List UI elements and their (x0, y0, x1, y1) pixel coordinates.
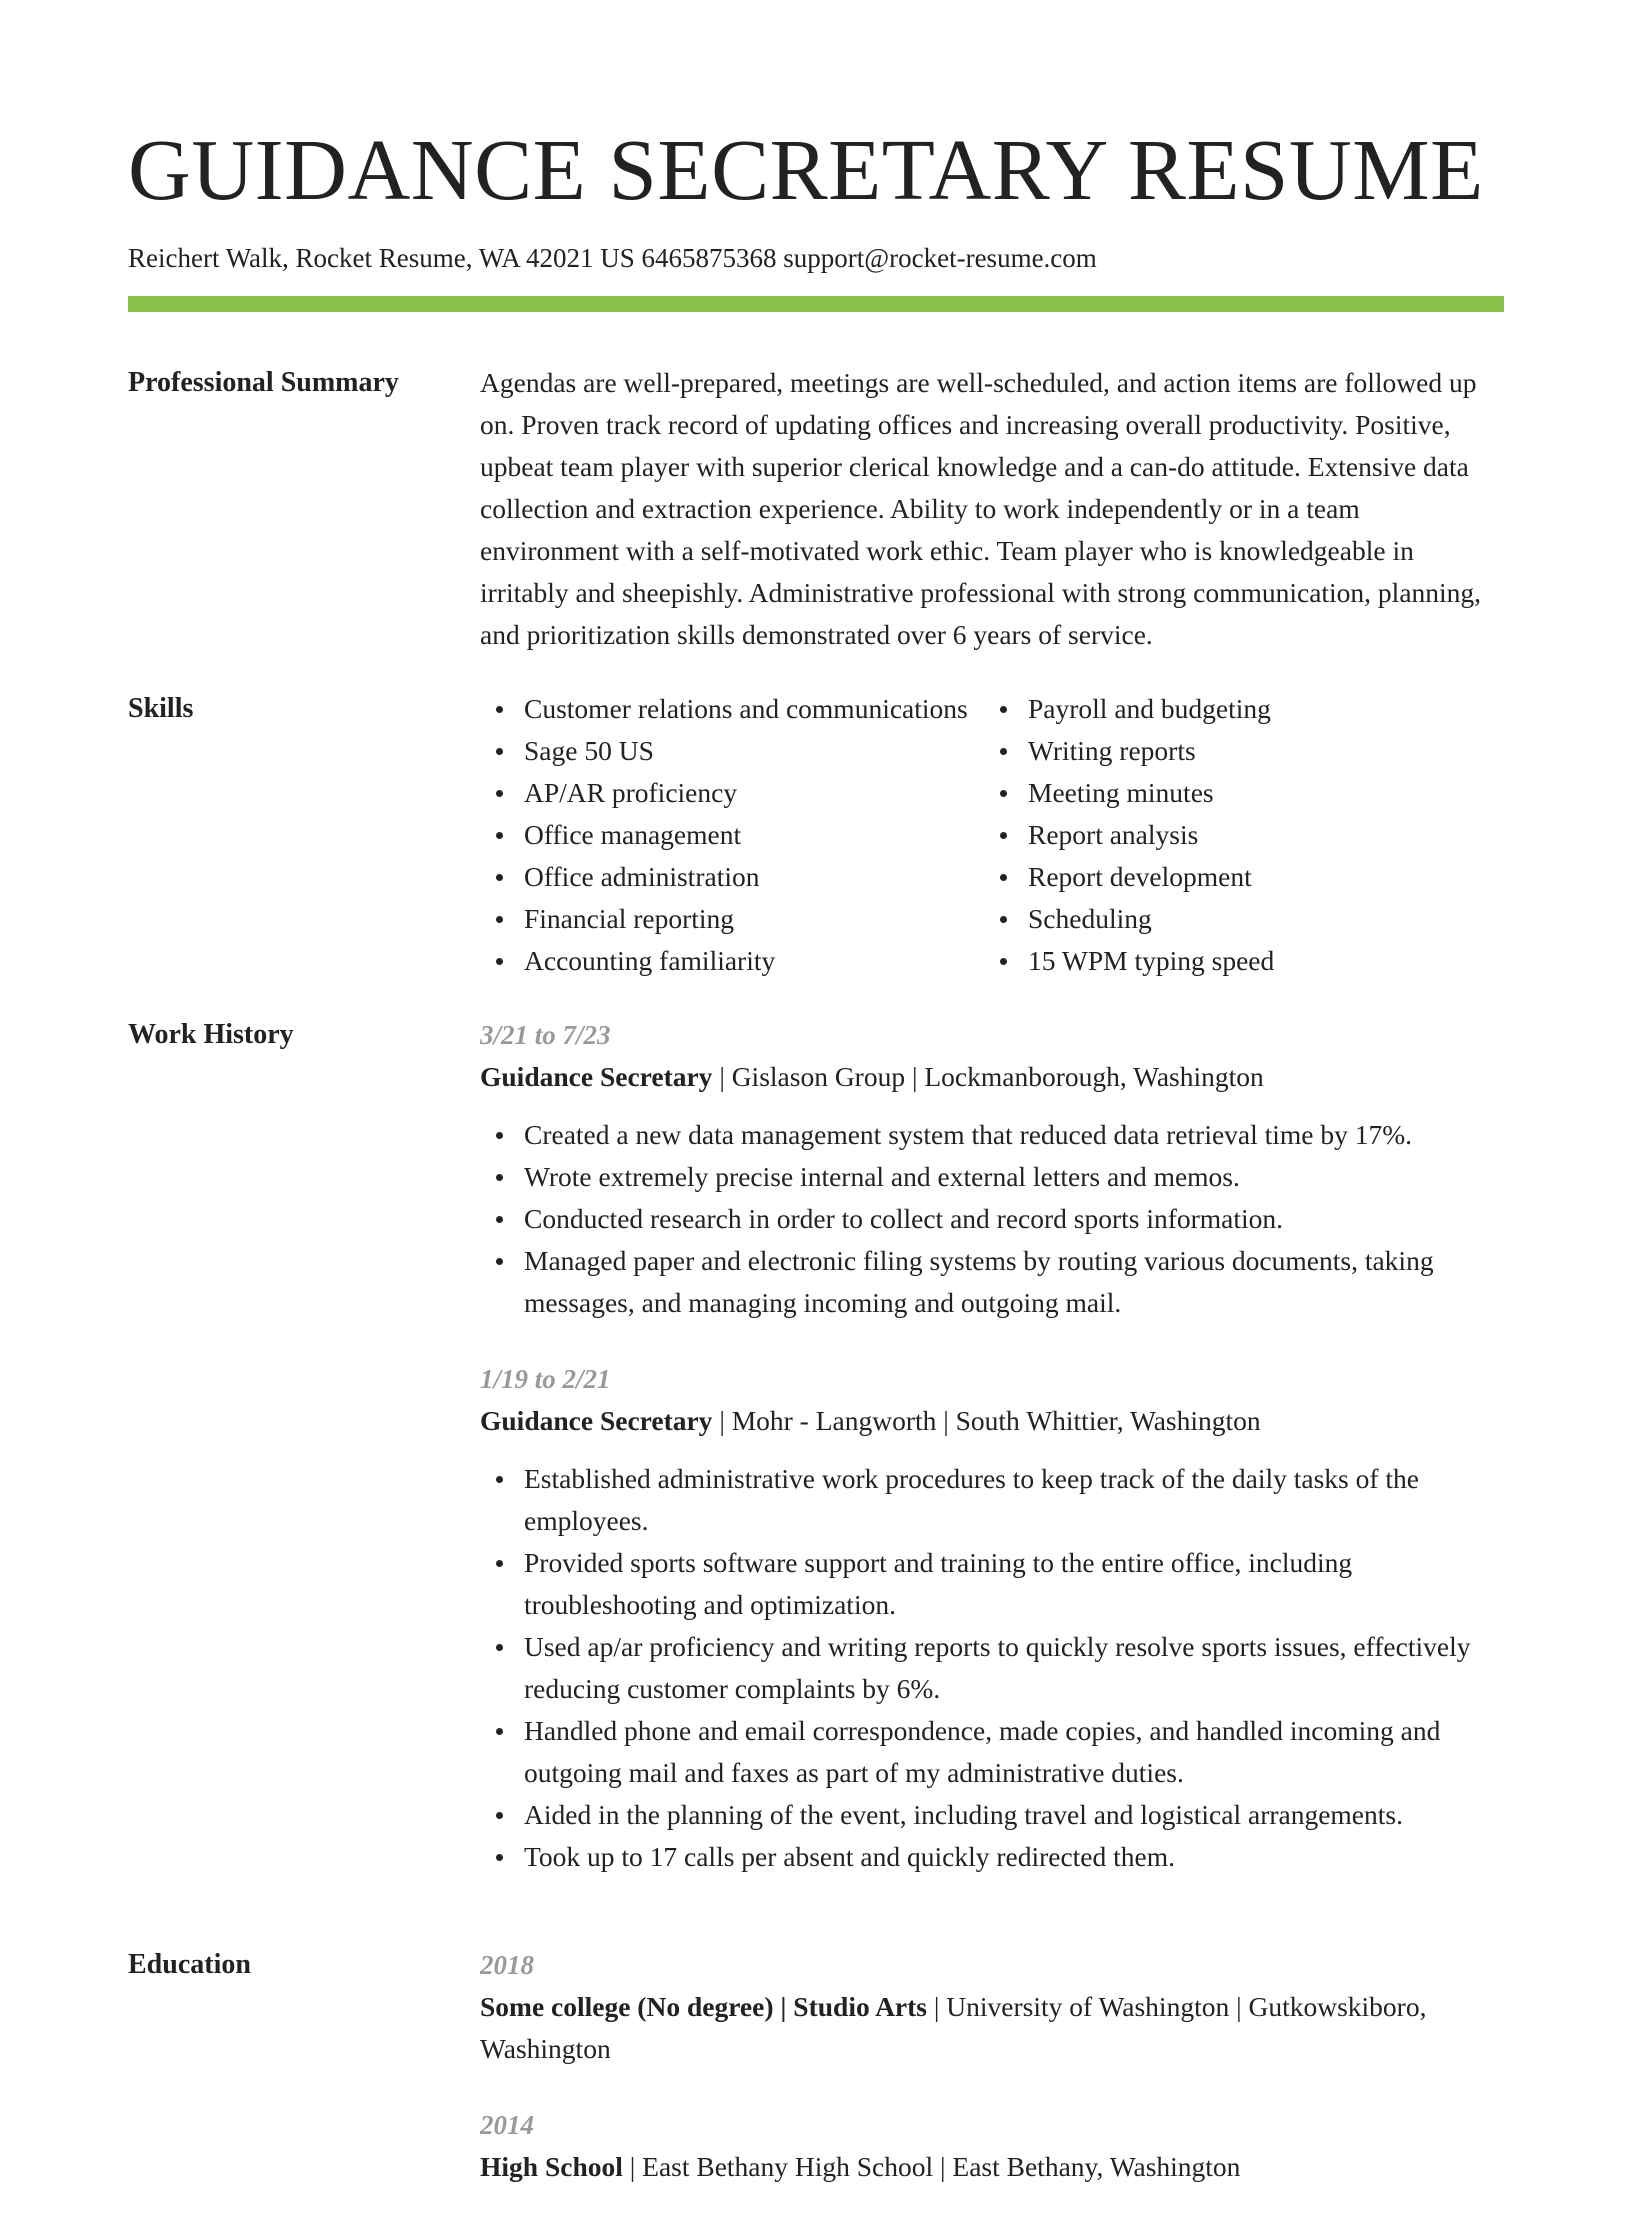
education-year: 2018 (480, 1950, 534, 1980)
job-dates: 3/21 to 7/23 (480, 1020, 611, 1050)
skill-item: Scheduling (984, 898, 1274, 940)
summary-text: Agendas are well-prepared, meetings are well-scheduled, and action items are followed up on. Proven track record of updating offices and increasing overall productivity. Positive, upbeat team player with superior clerical knowledge and a can-do attitude. Extensive data collection and extraction experience. Ability to work independently or in a team environment with a self-motivated work ethic. Team player who is knowledgeable in irritably and sheepishly. Administrative professional with strong communication, planning, and prioritization skills demonstrated over 6 years of service. (480, 367, 1482, 650)
skill-item: Accounting familiarity (480, 940, 984, 982)
job-bullet: Took up to 17 calls per absent and quickly redirected them. (480, 1836, 1504, 1878)
job-bullet: Aided in the planning of the event, including travel and logistical arrangements. (480, 1794, 1504, 1836)
job-bullet: Managed paper and electronic filing systems by routing various documents, taking messages, and managing incoming and outgoing mail. (480, 1240, 1504, 1324)
skill-item: Payroll and budgeting (984, 688, 1274, 730)
skills-heading: Skills (128, 693, 194, 724)
education-details: | University of Washington | Gutkowskiboro, Washington (480, 1991, 1427, 2064)
skills-list-right (984, 688, 1274, 982)
skill-item: Report development (984, 856, 1274, 898)
education-details: | East Bethany High School | East Bethany, Washington (622, 2151, 1241, 2182)
education-degree: Some college (No degree) | Studio Arts (480, 1991, 927, 2022)
skill-item: Sage 50 US (480, 730, 984, 772)
education-entry (480, 1944, 1504, 2070)
job-bullet: Conducted research in order to collect and record sports information. (480, 1198, 1504, 1240)
skill-item: Meeting minutes (984, 772, 1274, 814)
skill-item: Writing reports (984, 730, 1274, 772)
contact-email[interactable]: support@rocket-resume.com (783, 243, 1097, 273)
education-line (480, 1986, 1504, 2070)
job-dates: 1/19 to 2/21 (480, 1364, 611, 1394)
job-title: Guidance Secretary (480, 1405, 713, 1436)
skill-item: Customer relations and communications (480, 688, 984, 730)
job-details: | Mohr - Langworth | South Whittier, Washington (712, 1405, 1261, 1436)
summary-heading: Professional Summary (128, 367, 399, 398)
job-bullets (480, 1114, 1504, 1324)
contact-phone: 6465875368 (641, 243, 777, 273)
education-degree: High School (480, 2151, 623, 2182)
job-bullet: Established administrative work procedures to keep track of the daily tasks of the employees. (480, 1458, 1504, 1542)
skill-item: Financial reporting (480, 898, 984, 940)
job-details: | Gislason Group | Lockmanborough, Washington (712, 1061, 1264, 1092)
job-role-line (480, 1400, 1504, 1442)
job-bullet: Handled phone and email correspondence, made copies, and handled incoming and outgoing mail and faxes as part of my administrative duties. (480, 1710, 1504, 1794)
work-body (480, 1014, 1504, 1912)
skill-item: Report analysis (984, 814, 1274, 856)
education-heading: Education (128, 1949, 251, 1980)
education-entry (480, 2104, 1504, 2188)
page-title: GUIDANCE SECRETARY RESUME (128, 121, 1484, 218)
work-section (128, 1014, 1504, 1912)
skill-item: Office administration (480, 856, 984, 898)
skill-item: Office management (480, 814, 984, 856)
resume-page (128, 120, 1504, 2222)
education-section (128, 1944, 1504, 2222)
job-title: Guidance Secretary (480, 1061, 713, 1092)
education-body (480, 1944, 1504, 2222)
education-line (480, 2146, 1504, 2188)
job-entry (480, 1358, 1504, 1878)
contact-address: Reichert Walk, Rocket Resume, WA 42021 US (128, 243, 635, 273)
job-bullet: Created a new data management system that reduced data retrieval time by 17%. (480, 1114, 1504, 1156)
job-bullet: Used ap/ar proficiency and writing reports to quickly resolve sports issues, effectively reducing customer complaints by 6%. (480, 1626, 1504, 1710)
job-bullet: Wrote extremely precise internal and external letters and memos. (480, 1156, 1504, 1198)
job-bullets (480, 1458, 1504, 1878)
accent-divider (128, 296, 1504, 312)
job-bullet: Provided sports software support and training to the entire office, including troubleshooting and optimization. (480, 1542, 1504, 1626)
skill-item: AP/AR proficiency (480, 772, 984, 814)
work-heading: Work History (128, 1019, 294, 1050)
summary-section (128, 362, 1504, 656)
skills-list-left (480, 688, 984, 982)
job-entry (480, 1014, 1504, 1324)
skills-section (128, 688, 1504, 982)
job-role-line (480, 1056, 1504, 1098)
contact-line (128, 240, 1504, 276)
skills-columns (480, 688, 1504, 982)
education-year: 2014 (480, 2110, 534, 2140)
skill-item: 15 WPM typing speed (984, 940, 1274, 982)
